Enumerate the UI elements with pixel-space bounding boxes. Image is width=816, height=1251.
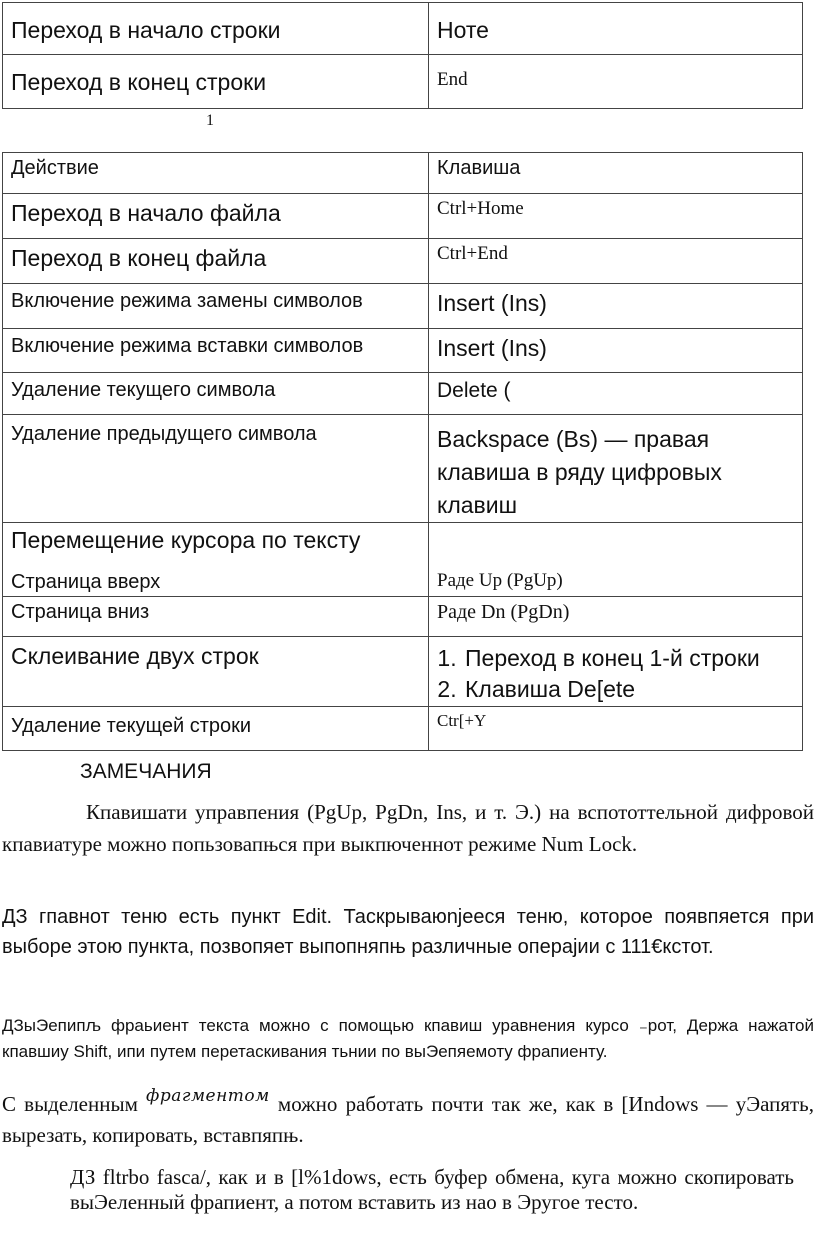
table-row: [3, 637, 803, 707]
shortcut-table-top: [2, 2, 803, 109]
action-sublabel: Страница вверх: [11, 571, 161, 593]
action-cell: Переход в конец строки: [3, 55, 429, 109]
header-action: Действие: [3, 153, 429, 194]
table-row: [3, 523, 803, 597]
key-cell: Insert (Ins): [429, 329, 803, 373]
table-row: [3, 3, 803, 55]
note-paragraph: [2, 1081, 814, 1151]
action-cell: Переход в конец файла: [3, 239, 429, 284]
steps-list: [437, 643, 794, 705]
action-cell: Страница вниз: [3, 597, 429, 637]
header-key: Клавиша: [429, 153, 803, 194]
table-row: [3, 239, 803, 284]
key-cell: Backspace (Bs) — правая клавиша в ряду цифровых клавиш: [429, 415, 803, 523]
key-cell: End: [429, 55, 803, 109]
key-cell: Раде Up (PgUp): [429, 523, 803, 597]
handwritten-word: фрагментом: [146, 1086, 270, 1106]
action-cell: Переход в начало строки: [3, 3, 429, 55]
action-cell: Удаление текущего символа: [3, 373, 429, 415]
action-cell: Включение режима замены символов: [3, 284, 429, 329]
action-group-label: Перемещение курсора по тексту: [11, 527, 361, 553]
note-paragraph: ДЗыЭепипљ фраьиент текста можно с помощью кпавиш уравнения курсо ₋рот, Держа нажатой кпавшиу Shift, ипи путем перетаскивания тьнии по выЭепяемоту фрапиенту.: [2, 1016, 814, 1061]
text-run: С выделенным: [2, 1092, 138, 1116]
key-cell: [429, 637, 803, 707]
key-cell: Delete (: [429, 373, 803, 415]
list-item: 2. Клавиша De[ete: [463, 674, 794, 705]
table-row: [3, 194, 803, 239]
shortcut-table-main: [2, 152, 803, 751]
action-cell: Переход в начало файла: [3, 194, 429, 239]
table-header-row: [3, 153, 803, 194]
table-row: [3, 55, 803, 109]
note-paragraph: ДЗ гпавнот теню есть пункт Edit. Таскрываюnјееся теню, которое появпяется при выборе этою пункта, позвопяет выпопняпњ различные операјии с 111€кстот.: [2, 906, 814, 958]
table-row: [3, 329, 803, 373]
key-cell: Ctrl+End: [429, 239, 803, 284]
key-cell: Раде Dn (PgDn): [429, 597, 803, 637]
key-cell: Ctr[+Y: [429, 707, 803, 751]
page-number: 1: [206, 112, 214, 129]
action-cell: Удаление текущей строки: [3, 707, 429, 751]
notes-heading: ЗАМЕЧАНИЯ: [80, 760, 212, 783]
action-cell: [3, 523, 429, 597]
action-cell: Удаление предыдущего символа: [3, 415, 429, 523]
table-row: [3, 373, 803, 415]
list-item: 1. Переход в конец 1-й строки: [463, 643, 794, 674]
table-row: [3, 707, 803, 751]
key-cell: Insert (Ins): [429, 284, 803, 329]
table-row: [3, 284, 803, 329]
action-cell: Склеивание двух строк: [3, 637, 429, 707]
table-row: [3, 415, 803, 523]
key-cell: Ctrl+Home: [429, 194, 803, 239]
action-cell: Включение режима вставки символов: [3, 329, 429, 373]
note-paragraph: ДЗ fltrbo fasca/, как и в [l%1dows, есть буфер обмена, куга можно скопировать выЭеленный фрапиент, а потом вставить из нао в Эругое тесто.: [70, 1165, 794, 1214]
note-paragraph: Кпавишати управпения (PgUp, PgDn, Ins, и т. Э.) на вспототтельной дифровой кпавиатуре можно попьзовапњся при выкпюченнот режиме Num Lock.: [2, 800, 814, 856]
text-run: можно работать почти так же, как в [Иndows — уЭапять, вырезать, копировать, вставпяпњ.: [2, 1092, 815, 1147]
table-row: [3, 597, 803, 637]
key-cell: Ноте: [429, 3, 803, 55]
